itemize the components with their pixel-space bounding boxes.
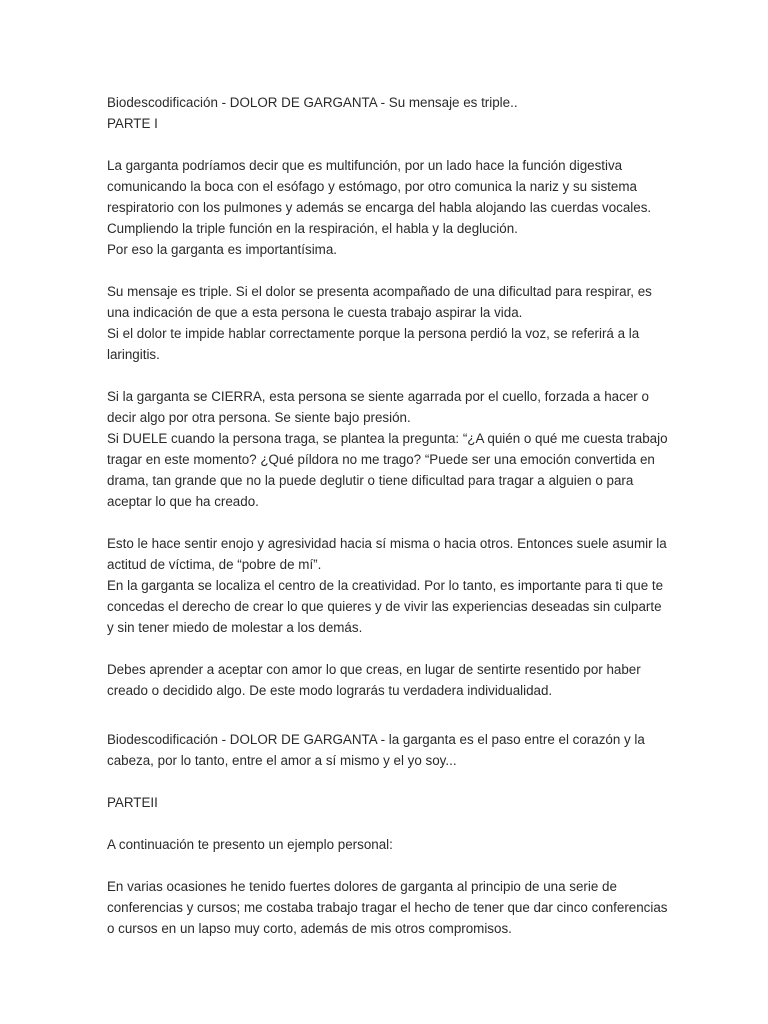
text-line: aceptar lo que ha creado.	[107, 494, 259, 509]
document-title: Biodescodificación - DOLOR DE GARGANTA - Su mensaje es triple..	[107, 95, 518, 110]
paragraph-6	[107, 729, 667, 771]
text-line: drama, tan grande que no la puede deglutir o tiene dificultad para tragar a alguien o para	[107, 473, 634, 488]
spacer	[107, 771, 667, 792]
paragraph-3	[107, 386, 667, 512]
text-line: Debes aprender a aceptar con amor lo que creas, en lugar de sentirte resentido por haber	[107, 662, 641, 677]
spacer	[107, 134, 667, 155]
spacer	[107, 512, 667, 533]
text-line: cabeza, por lo tanto, entre el amor a sí mismo y el yo soy...	[107, 753, 457, 768]
paragraph-8	[107, 876, 667, 939]
text-line: concedas el derecho de crear lo que quieres y de vivir las experiencias deseadas sin culparte	[107, 599, 662, 614]
text-line: La garganta podríamos decir que es multifunción, por un lado hace la función digestiva	[107, 158, 623, 173]
spacer	[107, 365, 667, 386]
text-line: decir algo por otra persona. Se siente bajo presión.	[107, 410, 411, 425]
text-line: Si la garganta se CIERRA, esta persona se siente agarrada por el cuello, forzada a hacer o	[107, 389, 649, 404]
paragraph-1	[107, 155, 667, 260]
text-line: actitud de víctima, de “pobre de mí”.	[107, 557, 322, 572]
text-line: conferencias y cursos; me costaba trabajo tragar el hecho de tener que dar cinco conferencias	[107, 900, 668, 915]
text-line: Su mensaje es triple. Si el dolor se presenta acompañado de una dificultad para respirar, es	[107, 284, 652, 299]
paragraph-7	[107, 834, 667, 855]
text-line: tragar en este momento? ¿Qué píldora no me trago? “Puede ser una emoción convertida en	[107, 452, 655, 467]
spacer	[107, 260, 667, 281]
text-line: En la garganta se localiza el centro de la creatividad. Por lo tanto, es importante para ti que te	[107, 578, 664, 593]
text-line: o cursos en un lapso muy corto, además de mis otros compromisos.	[107, 921, 512, 936]
spacer	[107, 701, 667, 729]
text-line: A continuación te presento un ejemplo personal:	[107, 837, 393, 852]
text-line: comunicando la boca con el esófago y estómago, por otro comunica la nariz y su sistema	[107, 179, 637, 194]
text-line: y sin tener miedo de molestar a los demás.	[107, 620, 363, 635]
text-line: Si el dolor te impide hablar correctamente porque la persona perdió la voz, se referirá a la	[107, 326, 640, 341]
spacer	[107, 813, 667, 834]
text-line: En varias ocasiones he tenido fuertes dolores de garganta al principio de una serie de	[107, 879, 617, 894]
text-line: Biodescodificación - DOLOR DE GARGANTA - la garganta es el paso entre el corazón y la	[107, 732, 645, 747]
text-line: Esto le hace sentir enojo y agresividad hacia sí misma o hacia otros. Entonces suele asumir la	[107, 536, 667, 551]
text-line: laringitis.	[107, 347, 160, 362]
spacer	[107, 855, 667, 876]
document-page	[107, 92, 667, 939]
text-line: creado o decidido algo. De este modo lograrás tu verdadera individualidad.	[107, 683, 553, 698]
spacer	[107, 638, 667, 659]
part-one-label: PARTE I	[107, 116, 158, 131]
text-line: Si DUELE cuando la persona traga, se plantea la pregunta: “¿A quién o qué me cuesta trabajo	[107, 431, 668, 446]
text-line: una indicación de que a esta persona le cuesta trabajo aspirar la vida.	[107, 305, 523, 320]
paragraph-5	[107, 659, 667, 701]
text-line: Cumpliendo la triple función en la respiración, el habla y la deglución.	[107, 221, 518, 236]
text-line: respiratorio con los pulmones y además se encarga del habla alojando las cuerdas vocales.	[107, 200, 652, 215]
text-line: Por eso la garganta es importantísima.	[107, 242, 337, 257]
paragraph-2	[107, 281, 667, 365]
part-two-label: PARTEII	[107, 795, 158, 810]
paragraph-4	[107, 533, 667, 638]
